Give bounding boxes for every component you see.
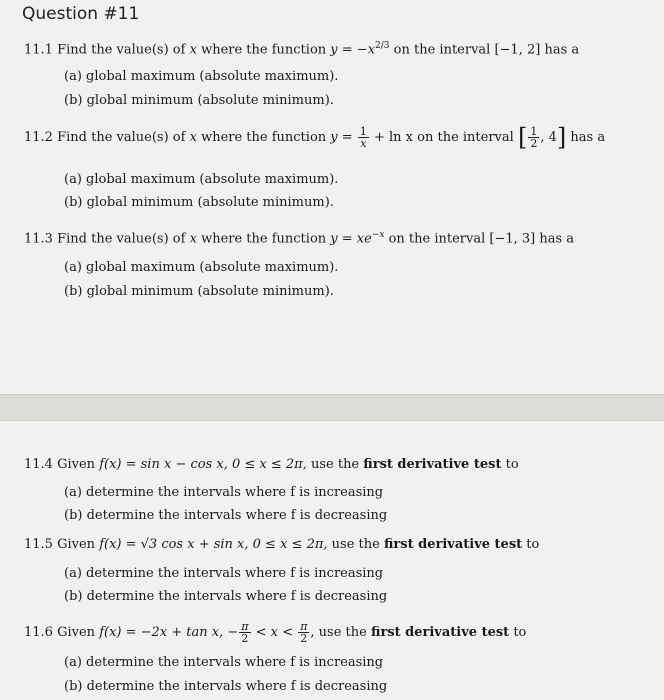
question-11-4: 11.4 Given f(x) = sin x − cos x, 0 ≤ x ≤ 2π, use the first derivative test to (24, 457, 519, 472)
question-11-6-part-b: (b) determine the intervals where f is decreasing (64, 679, 388, 694)
fraction-pi-over-two-right: $\frac{\pi}{2}$ (300, 620, 308, 645)
worksheet-page-bottom (0, 420, 664, 700)
question-11-2-part-b: (b) global minimum (absolute minimum). (64, 195, 334, 210)
fraction-one-over-x: $\frac{1}{x}$ (359, 125, 367, 150)
question-11-5-part-b: (b) determine the intervals where f is decreasing (64, 589, 388, 604)
question-11-5-part-a: (a) determine the intervals where f is increasing (64, 566, 384, 581)
question-11-3-part-b: (b) global minimum (absolute minimum). (64, 284, 334, 299)
question-11-3-part-a: (a) global maximum (absolute maximum). (64, 260, 339, 275)
question-11-1-part-b: (b) global minimum (absolute minimum). (64, 93, 334, 108)
question-11-5: 11.5 Given f(x) = √3 cos x + sin x, 0 ≤ x ≤ 2π, use the first derivative test to (24, 537, 540, 552)
page-gap (0, 395, 664, 420)
question-11-6: 11.6 Given f(x) = −2x + tan x, − $\frac{\pi}{2}$ < x < $\frac{\pi}{2}$ , use the first derivative test to (24, 620, 527, 645)
question-11-3: 11.3 Find the value(s) of x where the function $y = xe^{-x}$ on the interval [−1, 3] has a (24, 230, 575, 247)
question-11-1: 11.1 Find the value(s) of x where the function $y = -x^{2/3}$ on the interval [−1, 2] has a (24, 41, 580, 58)
question-title: Question #11 (22, 4, 140, 24)
fraction-pi-over-two-left: $\frac{\pi}{2}$ (241, 620, 249, 645)
question-11-2-part-a: (a) global maximum (absolute maximum). (64, 172, 339, 187)
question-11-1-part-a: (a) global maximum (absolute maximum). (64, 69, 339, 84)
question-11-4-part-a: (a) determine the intervals where f is increasing (64, 485, 384, 500)
question-11-6-part-a: (a) determine the intervals where f is increasing (64, 655, 384, 670)
fraction-one-half: $\frac{1}{2}$ (530, 125, 538, 150)
question-11-4-part-b: (b) determine the intervals where f is decreasing (64, 508, 388, 523)
question-11-2: 11.2 Find the value(s) of x where the function y = $\frac{1}{x}$ + ln x on the interval [ $\frac{1}{2}$ , 4] has a (24, 123, 606, 152)
